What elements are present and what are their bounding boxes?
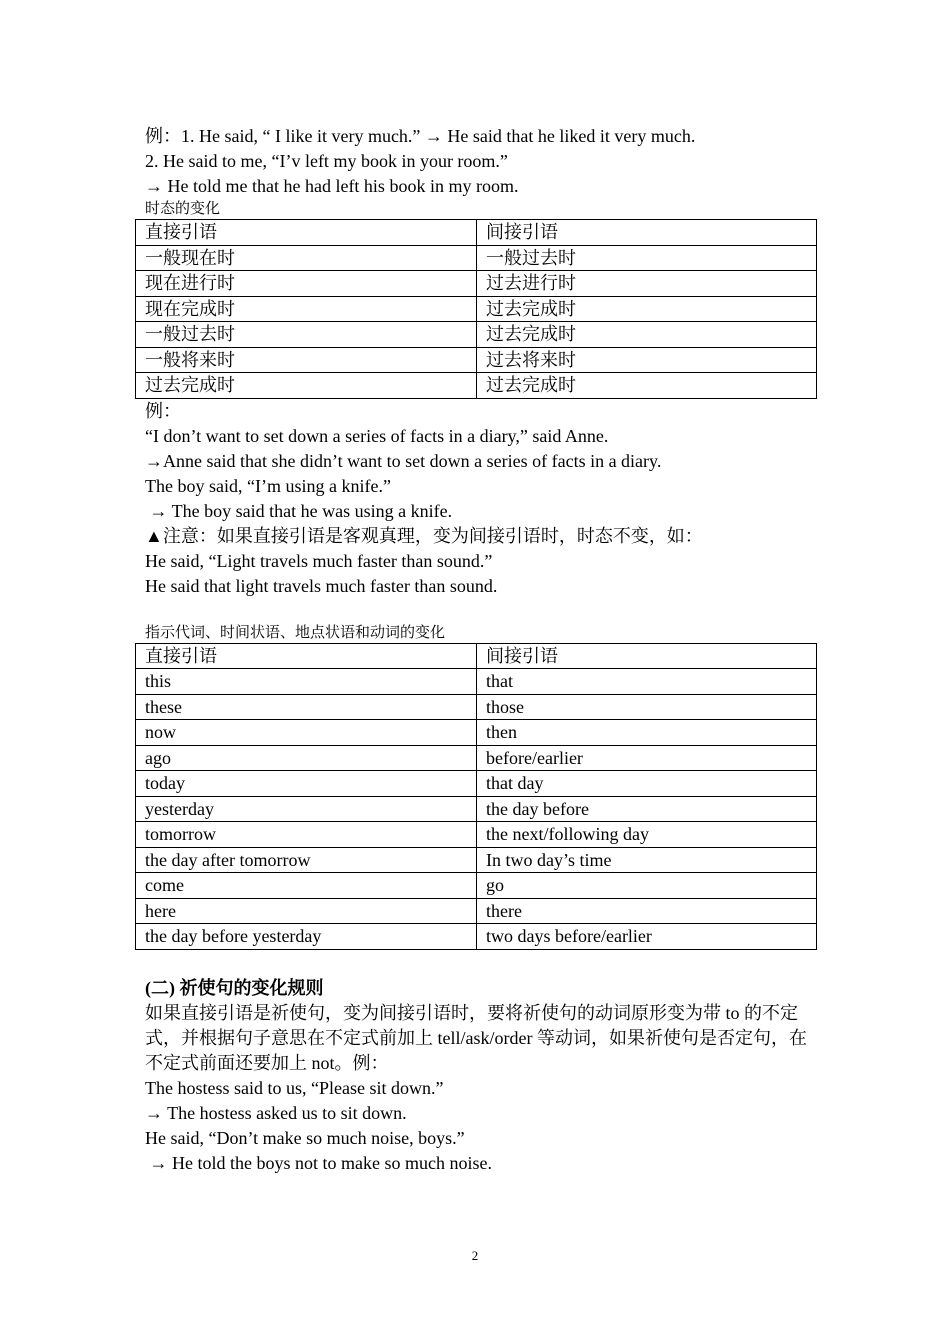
table-row [136, 796, 817, 822]
table-cell: 一般现在时 [136, 245, 477, 271]
example-line: → The boy said that he was using a knife. [145, 500, 453, 521]
table-row [136, 322, 817, 348]
table-cell: the day before yesterday [136, 924, 477, 950]
table-cell: those [477, 694, 817, 720]
table-cell: there [477, 898, 817, 924]
table-row [136, 847, 817, 873]
table-row [136, 347, 817, 373]
table-cell: 直接引语 [136, 220, 477, 246]
table-row [136, 669, 817, 695]
table-cell: two days before/earlier [477, 924, 817, 950]
table-cell: today [136, 771, 477, 797]
note-line: ▲注意：如果直接引语是客观真理，变为间接引语时，时态不变，如： [145, 525, 703, 546]
intro-line: 2. He said to me, “I’v left my book in your room.” [145, 151, 508, 171]
table-row [136, 720, 817, 746]
table-row [136, 898, 817, 924]
table-cell: 间接引语 [477, 643, 817, 669]
table-cell: this [136, 669, 477, 695]
tense-table-caption: 时态的变化 [145, 201, 221, 217]
table-cell: now [136, 720, 477, 746]
table-row [136, 271, 817, 297]
table-cell: the day after tomorrow [136, 847, 477, 873]
page-number: 2 [471, 1248, 479, 1263]
table-header-row [136, 643, 817, 669]
example-line: He said, “Light travels much faster than sound.” [145, 550, 493, 571]
example-line: He said that light travels much faster than sound. [145, 575, 498, 596]
table-cell: 过去进行时 [477, 271, 817, 297]
table-cell: 现在完成时 [136, 296, 477, 322]
table-cell: these [136, 694, 477, 720]
intro-line: → He told me that he had left his book in my room. [145, 176, 519, 196]
example-line: He said, “Don’t make so much noise, boys.” [145, 1127, 465, 1148]
table-cell: go [477, 873, 817, 899]
table-cell: ago [136, 745, 477, 771]
table-row [136, 822, 817, 848]
table-cell: 间接引语 [477, 220, 817, 246]
table-cell: come [136, 873, 477, 899]
table-cell: 过去完成时 [477, 296, 817, 322]
table-cell: 一般过去时 [477, 245, 817, 271]
table-header-row [136, 220, 817, 246]
table-row [136, 771, 817, 797]
table-row [136, 373, 817, 399]
table-cell: that [477, 669, 817, 695]
table-cell: then [477, 720, 817, 746]
document-page [145, 124, 817, 1176]
table-row [136, 873, 817, 899]
table-cell: before/earlier [477, 745, 817, 771]
example-line: → The hostess asked us to sit down. [145, 1102, 407, 1123]
table-cell: the day before [477, 796, 817, 822]
table-row [136, 694, 817, 720]
table-cell: 过去完成时 [477, 373, 817, 399]
table-cell: the next/following day [477, 822, 817, 848]
word-change-table [135, 643, 817, 950]
table-cell: tomorrow [136, 822, 477, 848]
table-cell: here [136, 898, 477, 924]
word-table-caption: 指示代词、时间状语、地点状语和动词的变化 [145, 624, 446, 641]
section-heading: (二) 祈使句的变化规则 [145, 977, 324, 998]
table-cell: 一般将来时 [136, 347, 477, 373]
table-cell: 一般过去时 [136, 322, 477, 348]
table-cell: 过去将来时 [477, 347, 817, 373]
tense-examples [145, 399, 817, 599]
table-cell: 直接引语 [136, 643, 477, 669]
table-row [136, 924, 817, 950]
table-cell: 过去完成时 [477, 322, 817, 348]
tense-table [135, 219, 817, 399]
table-row [136, 296, 817, 322]
table-cell: 过去完成时 [136, 373, 477, 399]
intro-line: 例：1. He said, “ I like it very much.” → He said that he liked it very much. [145, 126, 696, 146]
table-row [136, 245, 817, 271]
table-cell: In two day’s time [477, 847, 817, 873]
example-line: “I don’t want to set down a series of facts in a diary,” said Anne. [145, 425, 609, 446]
example-line: The boy said, “I’m using a knife.” [145, 475, 391, 496]
table-row [136, 745, 817, 771]
example-line: → He told the boys not to make so much noise. [145, 1152, 492, 1173]
intro-example [145, 124, 817, 199]
example-line: The hostess said to us, “Please sit down.” [145, 1077, 444, 1098]
example-line: →Anne said that she didn’t want to set down a series of facts in a diary. [145, 450, 662, 471]
table-cell: that day [477, 771, 817, 797]
table-cell: yesterday [136, 796, 477, 822]
table-cell: 现在进行时 [136, 271, 477, 297]
imperative-examples [145, 1076, 817, 1176]
section-paragraph: 如果直接引语是祈使句，变为间接引语时，要将祈使句的动词原形变为带 to 的不定式，并根据句子意思在不定式前加上 tell/ask/order 等动词，如果祈使句是否定句，在不定式前面还要加上 not。例： [145, 1002, 807, 1073]
example-line: 例： [145, 400, 181, 421]
